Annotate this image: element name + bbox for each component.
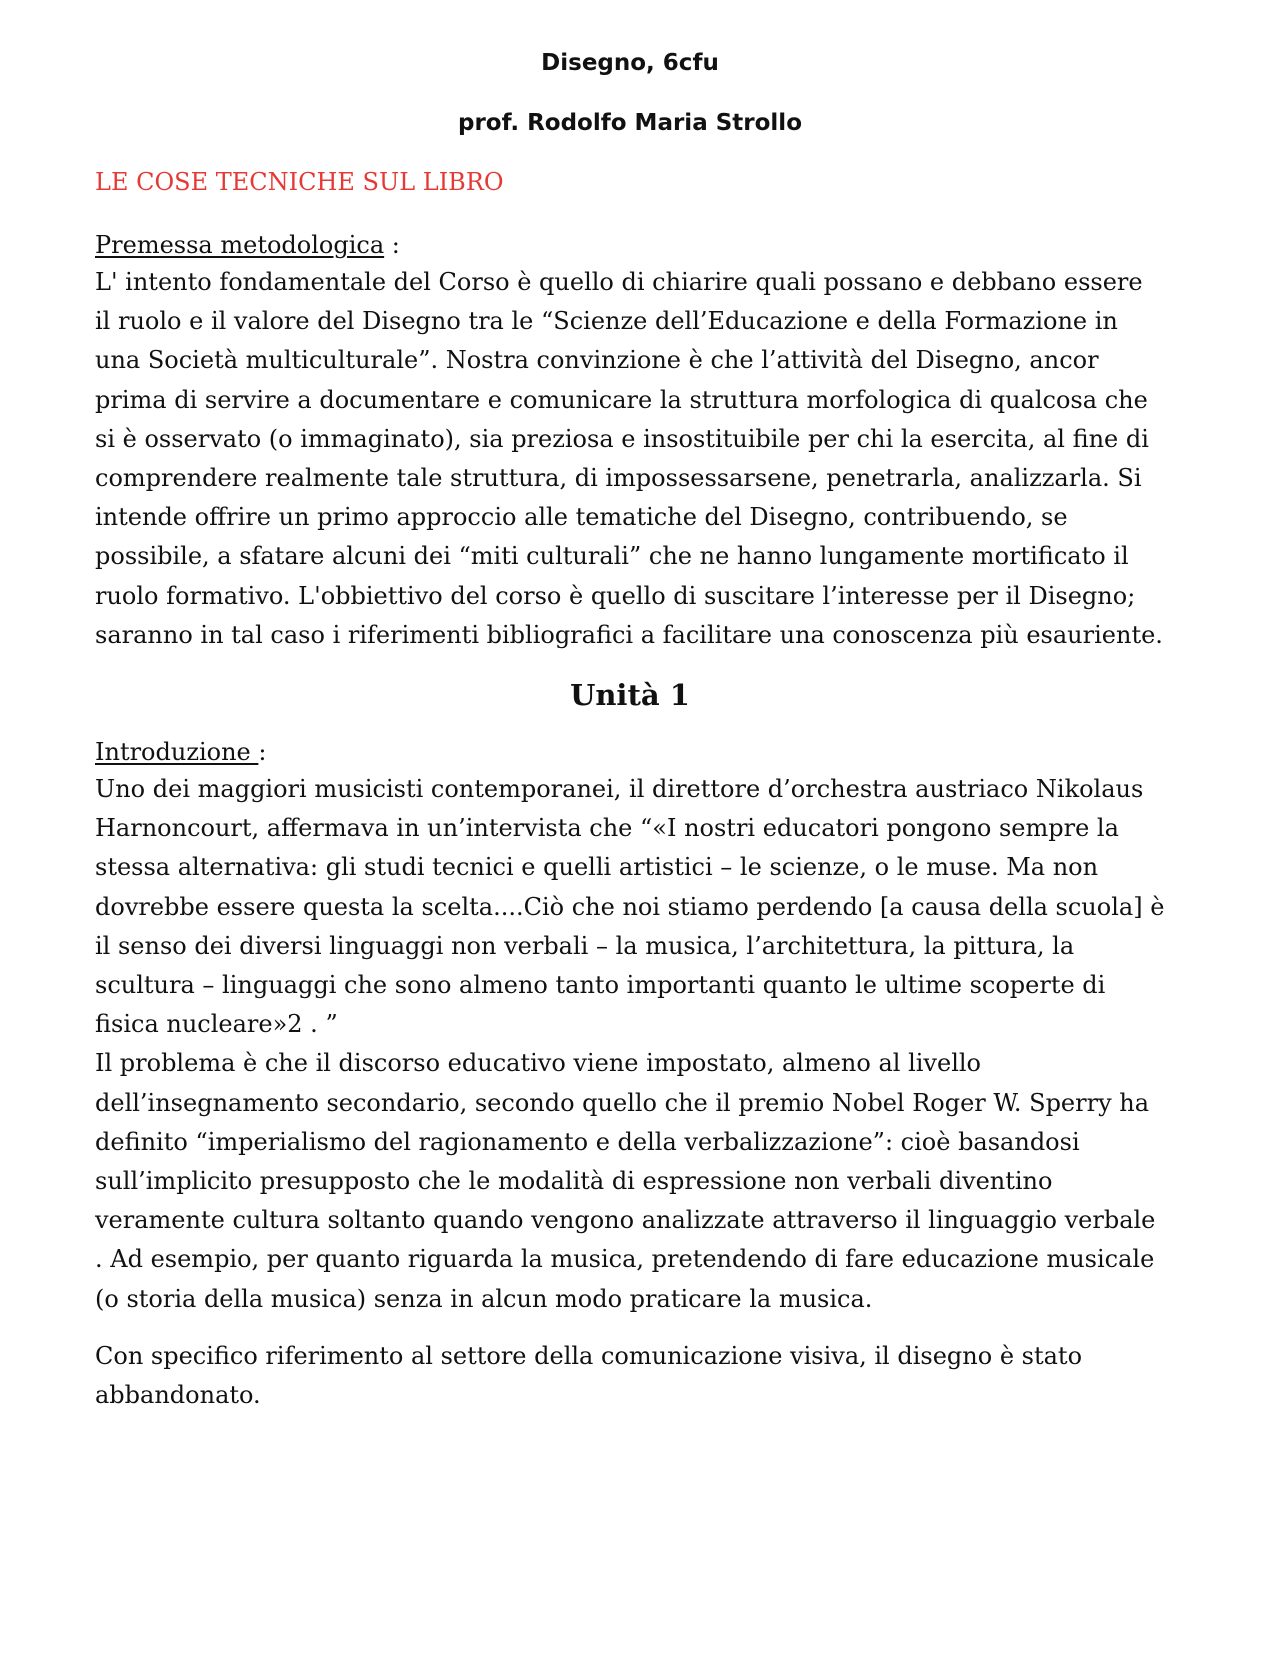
intro-colon: : xyxy=(258,738,267,767)
intro-paragraph-1: Uno dei maggiori musicisti contemporanei, il direttore d’orchestra austriaco Nikolaus Harnoncourt, affermava in un’intervista che “«I nostri educatori pongono sempre la stessa alternativa: gli studi tecnici e quelli artistici – le scienze, o le muse. Ma non dovrebbe essere questa la scelta....Ciò che noi stiamo perdendo [a causa della scuola] è il senso dei diversi linguaggi non verbali – la musica, l’architettura, la pittura, la scultura – linguaggi che sono almeno tanto importanti quanto le ultime scoperte di fisica nucleare»2 . ” xyxy=(95,775,1165,1039)
premessa-colon: : xyxy=(384,231,400,259)
premessa-heading xyxy=(95,227,1165,263)
course-title: Disegno, 6cfu xyxy=(541,50,719,76)
section-tag: LE COSE TECNICHE SUL LIBRO xyxy=(95,168,504,196)
intro-paragraph-3: Con specifico riferimento al settore della comunicazione visiva, il disegno è stato abbandonato. xyxy=(95,1341,1083,1410)
document-body xyxy=(95,48,1165,1415)
premessa-label: Premessa metodologica xyxy=(95,231,385,259)
unit-heading: Unità 1 xyxy=(570,678,690,713)
intro-label: Introduzione xyxy=(95,738,259,767)
intro-heading xyxy=(95,734,1165,770)
intro-paragraph-2: Il problema è che il discorso educativo viene impostato, almeno al livello dell’insegnamento secondario, secondo quello che il premio Nobel Roger W. Sperry ha definito “imperialismo del ragionamento e della verbalizzazione”: cioè basandosi sull’implicito presupposto che le modalità di espressione non verbali diventino veramente cultura soltanto quando vengono analizzate attraverso il linguaggio verbale . Ad esempio, per quanto riguarda la musica, pretendendo di fare educazione musicale (o storia della musica) senza in alcun modo praticare la musica. xyxy=(95,1049,1156,1313)
premessa-paragraph: L' intento fondamentale del Corso è quello di chiarire quali possano e debbano essere il ruolo e il valore del Disegno tra le “Scienze dell’Educazione e della Formazione in una Società multiculturale”. Nostra convinzione è che l’attività del Disegno, ancor prima di servire a documentare e comunicare la struttura morfologica di qualcosa che si è osservato (o immaginato), sia preziosa e insostituibile per chi la esercita, al fine di comprendere realmente tale struttura, di impossessarsene, penetrarla, analizzarla. Si intende offrire un primo approccio alle tematiche del Disegno, contribuendo, se possibile, a sfatare alcuni dei “miti culturali” che ne hanno lungamente mortificato il ruolo formativo. L'obbiettivo del corso è quello di suscitare l’interesse per il Disegno; saranno in tal caso i riferimenti bibliografici a facilitare una conoscenza più esauriente. xyxy=(95,268,1163,649)
professor-name: prof. Rodolfo Maria Strollo xyxy=(457,110,802,136)
